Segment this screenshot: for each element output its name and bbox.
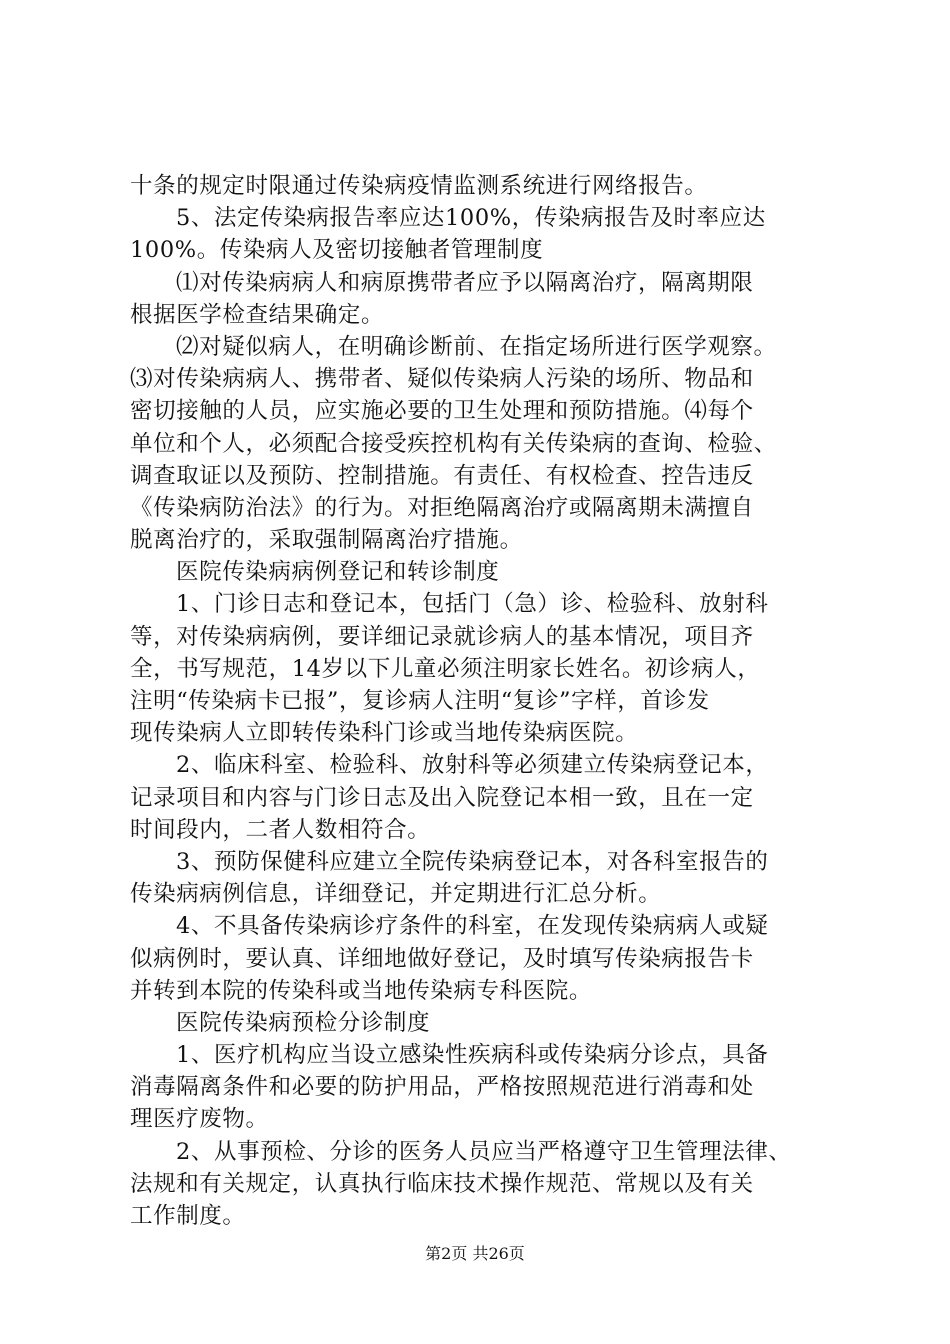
page-footer: 第2页 共26页 xyxy=(425,1244,525,1263)
text-line: 《传染病防治法》的行为。对拒绝隔离治疗或隔离期未满擅自 xyxy=(130,494,754,521)
text-line: 100%。传染病人及密切接触者管理制度 xyxy=(130,237,544,264)
text-line: 等，对传染病病例，要详细记录就诊病人的基本情况，项目齐 xyxy=(130,623,754,650)
text-line: 单位和个人，必须配合接受疾控机构有关传染病的查询、检验、 xyxy=(130,430,777,457)
text-line: 并转到本院的传染科或当地传染病专科医院。 xyxy=(130,977,593,1004)
text-line: 1、门诊日志和登记本，包括门（急）诊、检验科、放射科 xyxy=(176,591,769,618)
text-line: 根据医学检查结果确定。 xyxy=(130,301,385,328)
text-line: 医院传染病病例登记和转诊制度 xyxy=(176,559,500,586)
text-line: 十条的规定时限通过传染病疫情监测系统进行网络报告。 xyxy=(130,173,708,199)
text-line: 传染病病例信息，详细登记，并定期进行汇总分析。 xyxy=(130,881,662,908)
text-line: 理医疗废物。 xyxy=(130,1106,269,1133)
text-line: 3、预防保健科应建立全院传染病登记本，对各科室报告的 xyxy=(176,848,769,875)
text-line: 脱离治疗的，采取强制隔离治疗措施。 xyxy=(130,527,523,554)
text-line: 法规和有关规定，认真执行临床技术操作规范、常规以及有关 xyxy=(130,1170,754,1197)
text-line: 2、临床科室、检验科、放射科等必须建立传染病登记本， xyxy=(176,752,769,779)
text-line: 2、从事预检、分诊的医务人员应当严格遵守卫生管理法律、 xyxy=(176,1138,792,1165)
text-line: 记录项目和内容与门诊日志及出入院登记本相一致，且在一定 xyxy=(130,784,754,811)
text-line: 1、医疗机构应当设立感染性疾病科或传染病分诊点，具备 xyxy=(176,1042,769,1069)
text-line: 调查取证以及预防、控制措施。有责任、有权检查、控告违反 xyxy=(130,462,754,489)
text-line: 工作制度。 xyxy=(130,1203,246,1229)
text-line: 4、不具备传染病诊疗条件的科室，在发现传染病病人或疑 xyxy=(176,913,769,940)
text-line: 全，书写规范，14岁以下儿童必须注明家长姓名。初诊病人， xyxy=(130,655,761,682)
text-line: 现传染病人立即转传染科门诊或当地传染病医院。 xyxy=(130,720,639,747)
text-line: ⑴对传染病病人和病原携带者应予以隔离治疗，隔离期限 xyxy=(176,269,754,296)
text-line: 似病例时，要认真、详细地做好登记，及时填写传染病报告卡 xyxy=(130,945,754,972)
text-line: 消毒隔离条件和必要的防护用品，严格按照规范进行消毒和处 xyxy=(130,1074,754,1101)
text-line: 密切接触的人员，应实施必要的卫生处理和预防措施。⑷每个 xyxy=(130,398,754,425)
text-line: ⑶对传染病病人、携带者、疑似传染病人污染的场所、物品和 xyxy=(130,366,754,393)
text-line: 5、法定传染病报告率应达100%，传染病报告及时率应达 xyxy=(176,205,766,232)
document-body xyxy=(130,170,840,1232)
text-line: 时间段内，二者人数相符合。 xyxy=(130,816,431,843)
text-line: 注明“传染病卡已报”，复诊病人注明“复诊”字样，首诊发 xyxy=(130,688,710,714)
text-line: ⑵对疑似病人，在明确诊断前、在指定场所进行医学观察。 xyxy=(176,333,777,360)
text-line: 医院传染病预检分诊制度 xyxy=(176,1009,431,1036)
